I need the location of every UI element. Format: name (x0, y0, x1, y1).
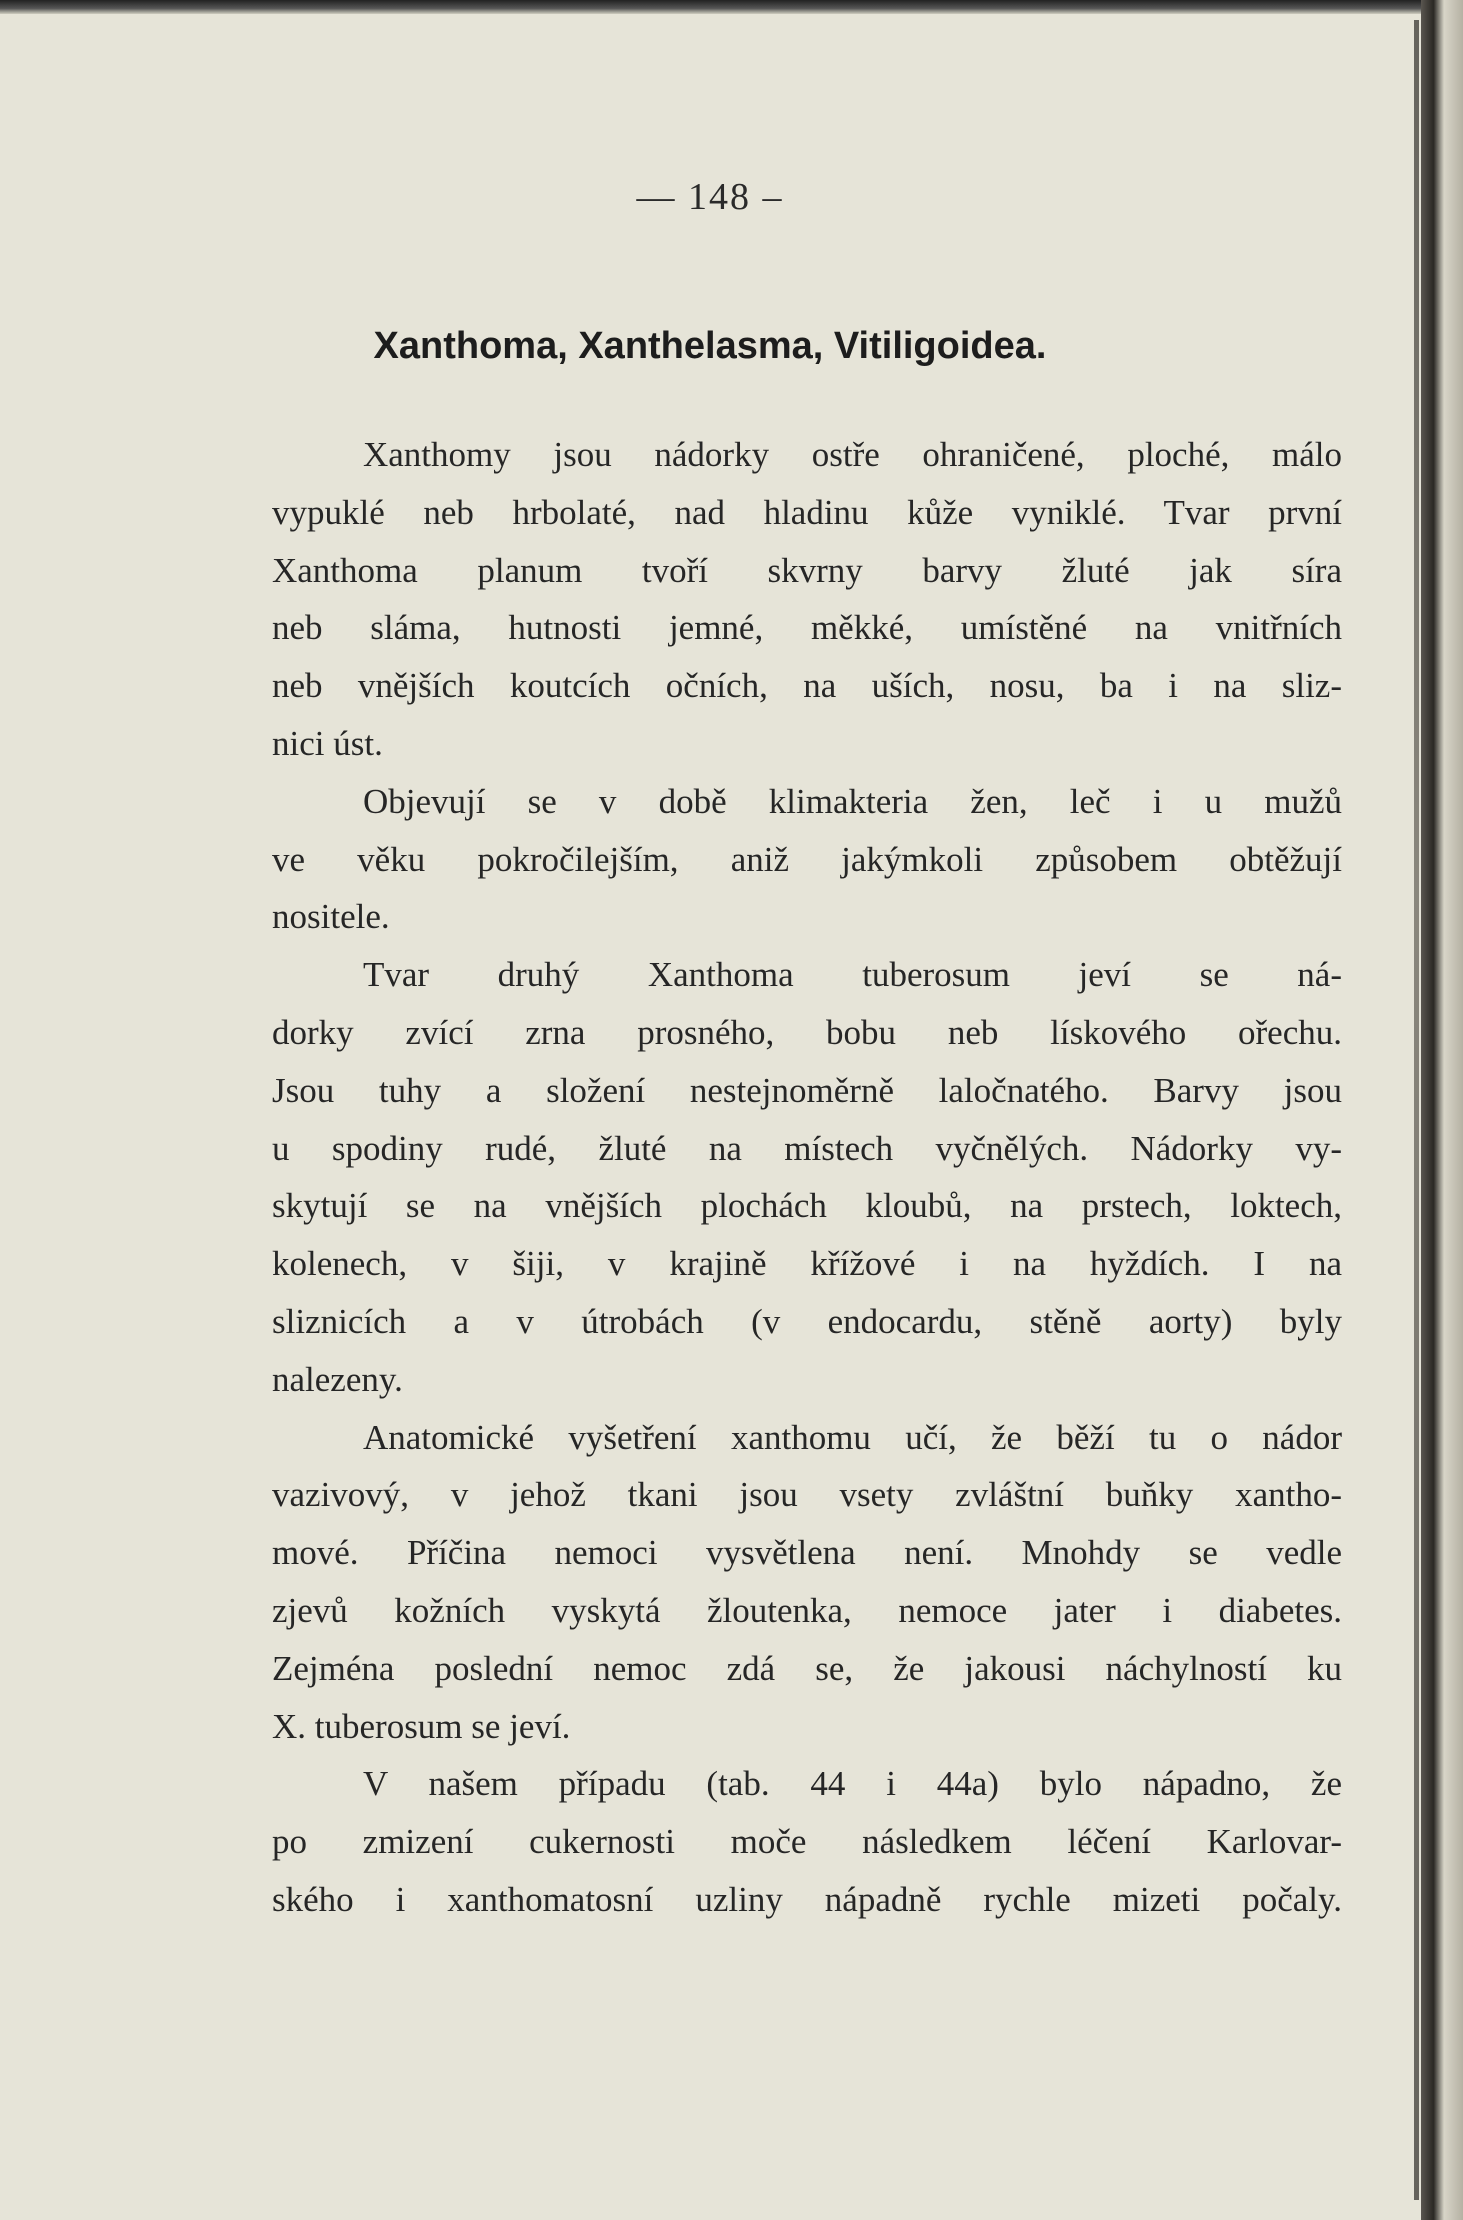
paragraph (272, 426, 1342, 773)
page-number: — 148 – (636, 176, 784, 218)
text-line: Zejména poslední nemoc zdá se, že jakousi náchylností ku (272, 1648, 1342, 1688)
text-line: kolenech, v šiji, v krajině křížové i na hyždích. I na (272, 1244, 1342, 1284)
text-line: nici úst. (272, 723, 383, 763)
text-line: Tvar druhý Xanthoma tuberosum jeví se ná- (363, 955, 1342, 995)
text-line: vazivový, v jehož tkani jsou vsety zvláštní buňky xantho- (272, 1475, 1342, 1515)
paragraph (272, 773, 1342, 946)
text-line: Anatomické vyšetření xanthomu učí, že běží tu o nádor (363, 1417, 1342, 1457)
text-line: Objevují se v době klimakteria žen, leč i u mužů (363, 781, 1342, 821)
text-line: u spodiny rudé, žluté na místech vyčnělých. Nádorky vy- (272, 1128, 1342, 1168)
text-line: Xanthomy jsou nádorky ostře ohraničené, ploché, málo (363, 435, 1342, 474)
text-line: vypuklé neb hrbolaté, nad hladinu kůže vyniklé. Tvar první (272, 492, 1342, 532)
text-line: ve věku pokročilejším, aniž jakýmkoli způsobem obtěžují (272, 839, 1342, 879)
text-line: mové. Příčina nemoci vysvětlena není. Mnohdy se vedle (272, 1533, 1342, 1573)
text-line: skytují se na vnějších plochách kloubů, na prstech, loktech, (272, 1186, 1342, 1226)
text-line: ského i xanthomatosní uzliny nápadně rychle mizeti počaly. (272, 1879, 1342, 1919)
text-line: V našem případu (tab. 44 i 44a) bylo nápadno, že (363, 1764, 1342, 1804)
text-line: sliznicích a v útrobách (v endocardu, stěně aorty) byly (272, 1301, 1342, 1341)
text-line: zjevů kožních vyskytá žloutenka, nemoce jater i diabetes. (272, 1590, 1342, 1630)
text-line: po zmizení cukernosti moče následkem léčení Karlovar- (272, 1822, 1342, 1862)
text-line: nalezeny. (272, 1359, 403, 1399)
paragraph (272, 946, 1342, 1408)
text-line: nositele. (272, 897, 390, 937)
paragraph (272, 1409, 1342, 1756)
text-line: Xanthoma planum tvoří skvrny barvy žluté jak síra (272, 550, 1342, 590)
text-line: neb vnějších koutcích očních, na uších, nosu, ba i na sliz- (272, 666, 1342, 706)
text-line: dorky zvící zrna prosného, bobu neb lískového ořechu. (272, 1012, 1342, 1052)
text-line: neb sláma, hutnosti jemné, měkké, umístěné na vnitřních (272, 608, 1342, 648)
body-text (272, 426, 1342, 1929)
section-title: Xanthoma, Xanthelasma, Vitiligoidea. (373, 325, 1047, 367)
paragraph (272, 1755, 1342, 1928)
text-line: Jsou tuhy a složení nestejnoměrně laločnatého. Barvy jsou (272, 1070, 1342, 1110)
page-top-edge (0, 0, 1463, 14)
page-right-edge (1421, 0, 1463, 2220)
text-line: X. tuberosum se jeví. (272, 1706, 571, 1746)
